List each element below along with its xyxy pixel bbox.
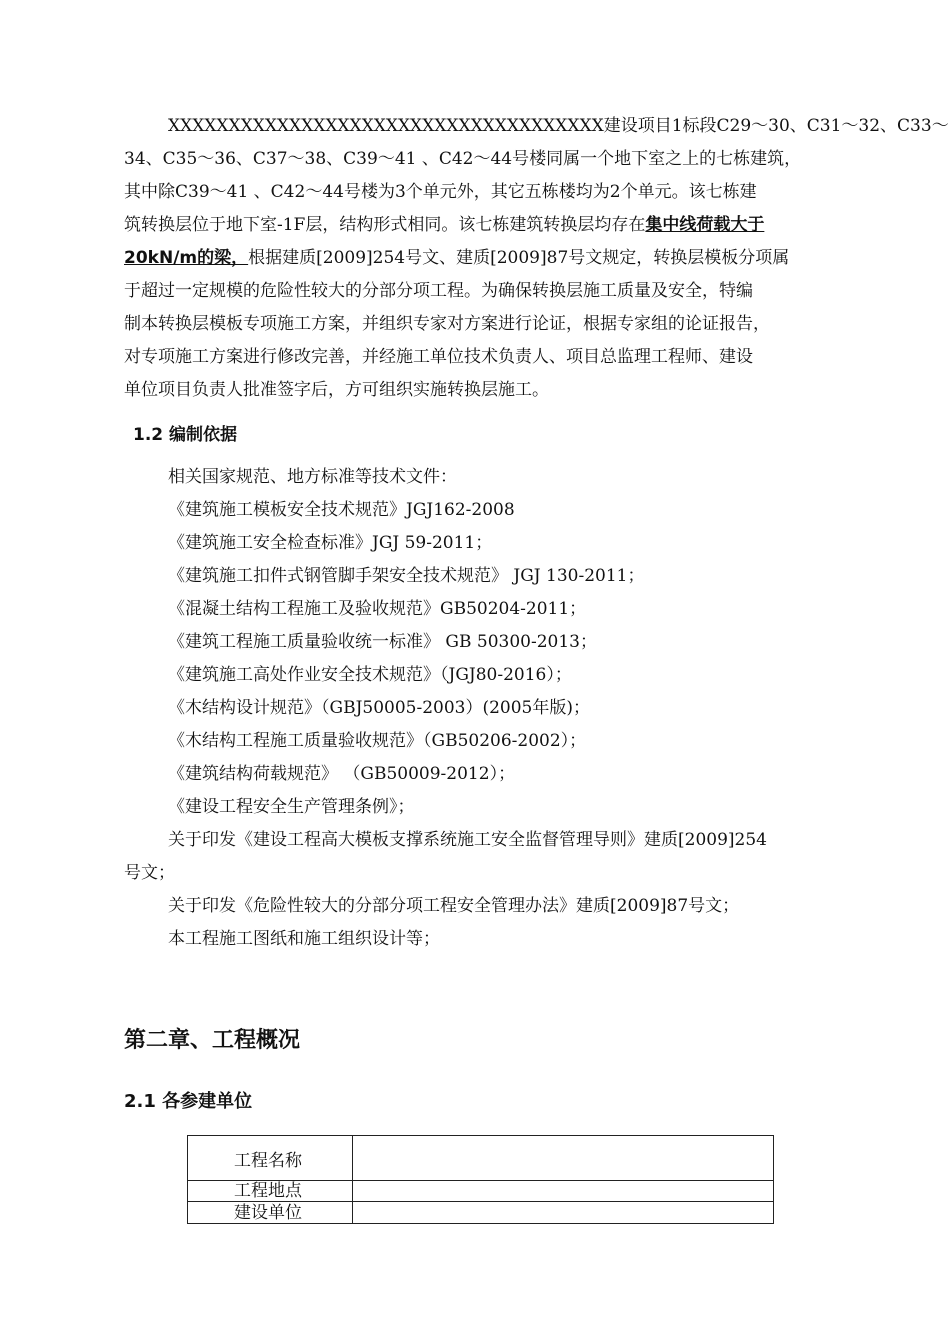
reference-item: 《建筑施工安全检查标准》JGJ 59-2011； <box>168 533 493 553</box>
table-row <box>188 1181 774 1202</box>
participants-table <box>187 1135 774 1224</box>
table-row <box>188 1202 774 1224</box>
table-row <box>188 1136 774 1181</box>
reference-item: 《建设工程安全生产管理条例》； <box>168 797 415 817</box>
table-label: 工程名称 <box>188 1136 353 1181</box>
intro-line-7: 制本转换层模板专项施工方案，并组织专家对方案进行论证，根据专家组的论证报告， <box>124 314 770 334</box>
table-label: 工程地点 <box>188 1181 353 1202</box>
intro-line-8: 对专项施工方案进行修改完善，并经施工单位技术负责人、项目总监理工程师、建设 <box>124 347 753 367</box>
table-value <box>353 1181 774 1202</box>
intro-emphasis-2: 20kN/m的梁， <box>124 248 249 268</box>
section-2-1-heading: 2.1 各参建单位 <box>124 1091 253 1112</box>
reference-doc-1-cont: 号文； <box>124 863 175 883</box>
reference-item: 《木结构设计规范》（GBJ50005-2003）(2005年版)； <box>168 698 591 718</box>
intro-line-4-text: 筑转换层位于地下室-1F层，结构形式相同。该七栋建筑转换层均存在 <box>124 215 646 235</box>
table-value <box>353 1202 774 1224</box>
section-1-2-heading: 1.2 编制依据 <box>133 425 238 445</box>
chapter-2-title: 第二章、工程概况 <box>124 1028 301 1053</box>
reference-item: 《木结构工程施工质量验收规范》（GB50206-2002）； <box>168 731 587 751</box>
intro-line-6: 于超过一定规模的危险性较大的分部分项工程。为确保转换层施工质量及安全，特编 <box>124 281 753 301</box>
intro-line-1: XXXXXXXXXXXXXXXXXXXXXXXXXXXXXXXXXXXX建设项目1标段C29～30、C31～32、C33～ <box>168 116 949 136</box>
intro-line-4 <box>124 214 764 236</box>
reference-item: 《建筑工程施工质量验收统一标准》 GB 50300-2013； <box>168 632 597 652</box>
reference-item: 《建筑结构荷载规范》 （GB50009-2012）； <box>168 764 516 784</box>
section-1-2-lead: 相关国家规范、地方标准等技术文件： <box>168 467 457 487</box>
reference-item: 《混凝土结构工程施工及验收规范》GB50204-2011； <box>168 599 587 619</box>
reference-item: 《建筑施工高处作业安全技术规范》（JGJ80-2016）； <box>168 665 572 685</box>
intro-line-5-text: 根据建质[2009]254号文、建质[2009]87号文规定，转换层模板分项属 <box>248 248 790 268</box>
intro-line-3: 其中除C39～41 、C42～44号楼为3个单元外，其它五栋楼均为2个单元。该七栋建 <box>124 182 757 202</box>
table-value <box>353 1136 774 1181</box>
table-label: 建设单位 <box>188 1202 353 1224</box>
intro-line-9: 单位项目负责人批准签字后，方可组织实施转换层施工。 <box>124 380 549 400</box>
reference-item: 《建筑施工扣件式钢管脚手架安全技术规范》 JGJ 130-2011； <box>168 566 645 586</box>
reference-doc-3: 本工程施工图纸和施工组织设计等； <box>168 929 440 949</box>
intro-line-5 <box>124 247 789 269</box>
intro-line-2: 34、C35～36、C37～38、C39～41 、C42～44号楼同属一个地下室之上的七栋建筑， <box>124 149 802 169</box>
reference-item: 《建筑施工模板安全技术规范》JGJ162-2008 <box>168 500 515 520</box>
intro-emphasis-1: 集中线荷载大于 <box>645 215 765 235</box>
reference-doc-1: 关于印发《建设工程高大模板支撑系统施工安全监督管理导则》建质[2009]254 <box>168 830 767 850</box>
reference-doc-2: 关于印发《危险性较大的分部分项工程安全管理办法》建质[2009]87号文； <box>168 896 740 916</box>
